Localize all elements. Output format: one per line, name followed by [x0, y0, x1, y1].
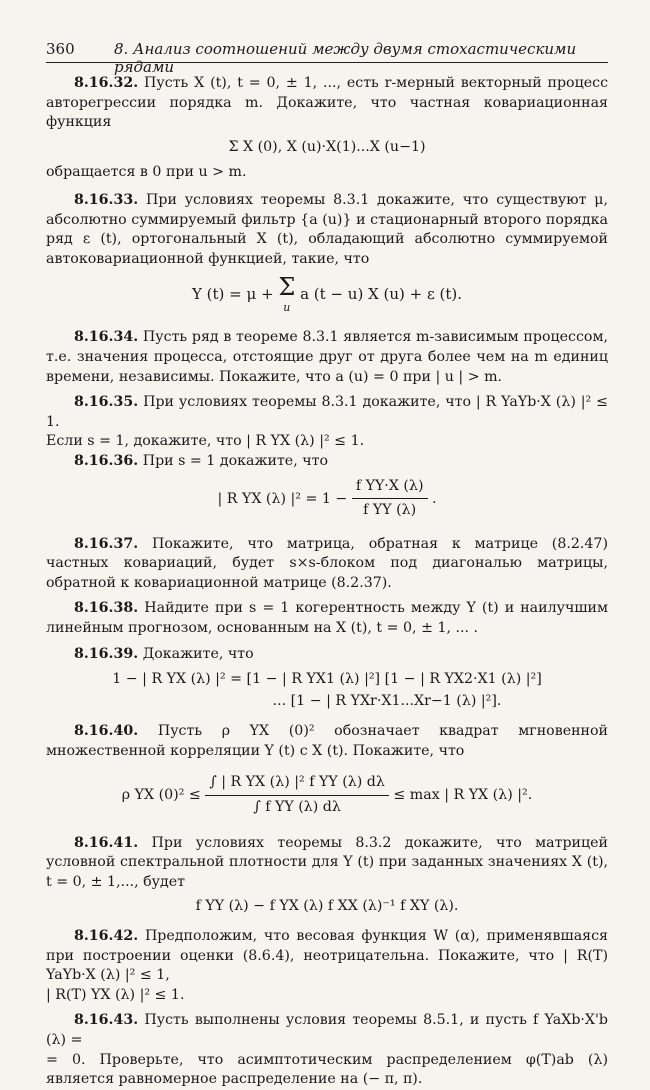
- fraction-numerator: f YY·X (λ): [352, 477, 428, 500]
- formula-left: Y (t) = μ +: [191, 285, 274, 304]
- problem-text: Предположим, что весовая функция W (α), применявшаяся при построении оценки (8.6.4), неотрицательна. Покажите, что | R(T) YaYb·X (λ) |² ≤ 1,: [46, 928, 608, 984]
- problem-number: 8.16.33.: [74, 191, 139, 208]
- fraction: [205, 773, 389, 817]
- problem-text-continued: [46, 1051, 608, 1090]
- formula: [46, 773, 608, 817]
- problem-text-continued: [46, 432, 608, 452]
- formula-right: a (t − u) X (u) + ε (t).: [300, 285, 463, 304]
- problem-text-continued: [46, 163, 608, 183]
- formula-line-2: ... [1 − | R YXr·X1...Xr−1 (λ) |²].: [272, 693, 502, 710]
- problem-text: При условиях теоремы 8.3.2 докажите, что матрицей условной спектральной плотности для Y (t) при заданных значениях X (t), t = 0, ± 1,..., будет: [46, 834, 608, 890]
- fraction-denominator: ∫ f YY (λ) dλ: [253, 799, 341, 816]
- formula-left: ρ YX (0)² ≤: [121, 787, 201, 804]
- formula: [46, 897, 608, 917]
- problem-8-16-38: [46, 599, 608, 638]
- page-content: [46, 74, 608, 1090]
- problem-number: 8.16.37.: [74, 535, 139, 552]
- problem-8-16-34: [46, 328, 608, 387]
- summation-operator: [278, 274, 295, 316]
- problem-text: При условиях теоремы 8.3.1 докажите, что | R YaYb·X (λ) |² ≤ 1.: [46, 394, 608, 430]
- fraction-denominator: f YY (λ): [363, 502, 417, 519]
- problem-number: 8.16.35.: [74, 394, 139, 411]
- text-line: = 0. Проверьте, что асимптотическим распределением φ(T)ab (λ) является равномерное распределение на (− π, π).: [46, 1051, 608, 1088]
- problem-text: Пусть выполнены условия теоремы 8.5.1, и пусть f YaXb·X'b (λ) =: [46, 1012, 608, 1048]
- problem-text: При s = 1 докажите, что: [142, 452, 328, 469]
- problem-8-16-39: [46, 645, 608, 665]
- formula-end: .: [432, 490, 437, 507]
- text-line: | R(T) YX (λ) |² ≤ 1.: [46, 986, 185, 1003]
- sigma-symbol: Σ: [278, 273, 296, 302]
- text-line: обращается в 0 при u > m.: [46, 164, 247, 181]
- problem-number: 8.16.36.: [74, 452, 139, 469]
- problem-text-continued: [46, 986, 608, 1006]
- problem-number: 8.16.42.: [74, 928, 139, 944]
- formula-text: f YY (λ) − f YX (λ) f XX (λ)⁻¹ f XY (λ).: [195, 898, 459, 915]
- problem-number: 8.16.39.: [74, 645, 139, 662]
- formula: [46, 477, 608, 521]
- problem-8-16-37: [46, 535, 608, 594]
- problem-8-16-35: [46, 393, 608, 432]
- text-line: Если s = 1, докажите, что | R YX (λ) |² ≤ 1.: [46, 433, 365, 450]
- problem-text: Пусть X (t), t = 0, ± 1, ..., есть r-мерный векторный процесс авторегрессии порядка m. Докажите, что частная ковариационная функция: [46, 75, 609, 131]
- fraction-numerator: ∫ | R YX (λ) |² f YY (λ) dλ: [205, 773, 389, 796]
- running-head: [46, 40, 608, 76]
- formula-left: | R YX (λ) |² = 1 −: [217, 490, 348, 507]
- formula-right: ≤ max | R YX (λ) |².: [393, 787, 533, 804]
- problem-text: Докажите, что: [142, 645, 254, 662]
- problem-text: Пусть ряд в теореме 8.3.1 является m-зависимым процессом, т.е. значения процесса, отстоящие друг от друга более чем на m единиц времени, независимы. Покажите, что a (u) = 0 при | u | > m.: [46, 329, 608, 385]
- running-title: 8. Анализ соотношений между двумя стохастическими рядами: [114, 40, 577, 76]
- formula-line-1: 1 − | R YX (λ) |² = [1 − | R YX1 (λ) |²] [1 − | R YX2·X1 (λ) |²]: [112, 671, 542, 688]
- problem-number: 8.16.34.: [74, 329, 139, 346]
- problem-text: Покажите, что матрица, обратная к матрице (8.2.47) частных ковариаций, будет s×s-блоком под диагональю матрицы, обратной к ковариационной матрице (8.2.37).: [46, 535, 608, 591]
- problem-8-16-40: [46, 722, 608, 761]
- problem-8-16-32: [46, 74, 608, 133]
- problem-number: 8.16.38.: [74, 600, 139, 617]
- problem-8-16-41: [46, 834, 608, 893]
- problem-number: 8.16.32.: [74, 75, 139, 91]
- formula-text: Σ X (0), X (u)·X(1)...X (u−1): [228, 138, 426, 155]
- problem-number: 8.16.40.: [74, 723, 139, 740]
- problem-number: 8.16.41.: [74, 834, 139, 851]
- formula: [46, 274, 608, 316]
- sum-index: u: [283, 301, 291, 315]
- problem-8-16-42: [46, 927, 608, 986]
- page-number: 360: [46, 40, 75, 58]
- problem-number: 8.16.43.: [74, 1012, 139, 1029]
- problem-8-16-43: [46, 1011, 608, 1050]
- problem-text: Пусть ρ YX (0)² обозначает квадрат мгновенной множественной корреляции Y (t) с X (t). Покажите, что: [46, 723, 608, 759]
- formula: [46, 138, 608, 158]
- formula: [46, 668, 608, 712]
- problem-8-16-33: [46, 191, 608, 269]
- problem-text: При условиях теоремы 8.3.1 докажите, что существуют μ, абсолютно суммируемый фильтр {a (u)} и стационарный второго порядка ряд ε (t), ортогональный X (t), обладающий абсолютно суммируемой автоковариационной функцией, такие, что: [46, 191, 608, 267]
- problem-text: Найдите при s = 1 когерентность между Y (t) и наилучшим линейным прогнозом, основанным на X (t), t = 0, ± 1, ... .: [46, 600, 609, 637]
- problem-8-16-36: [46, 452, 608, 472]
- fraction: [352, 477, 428, 521]
